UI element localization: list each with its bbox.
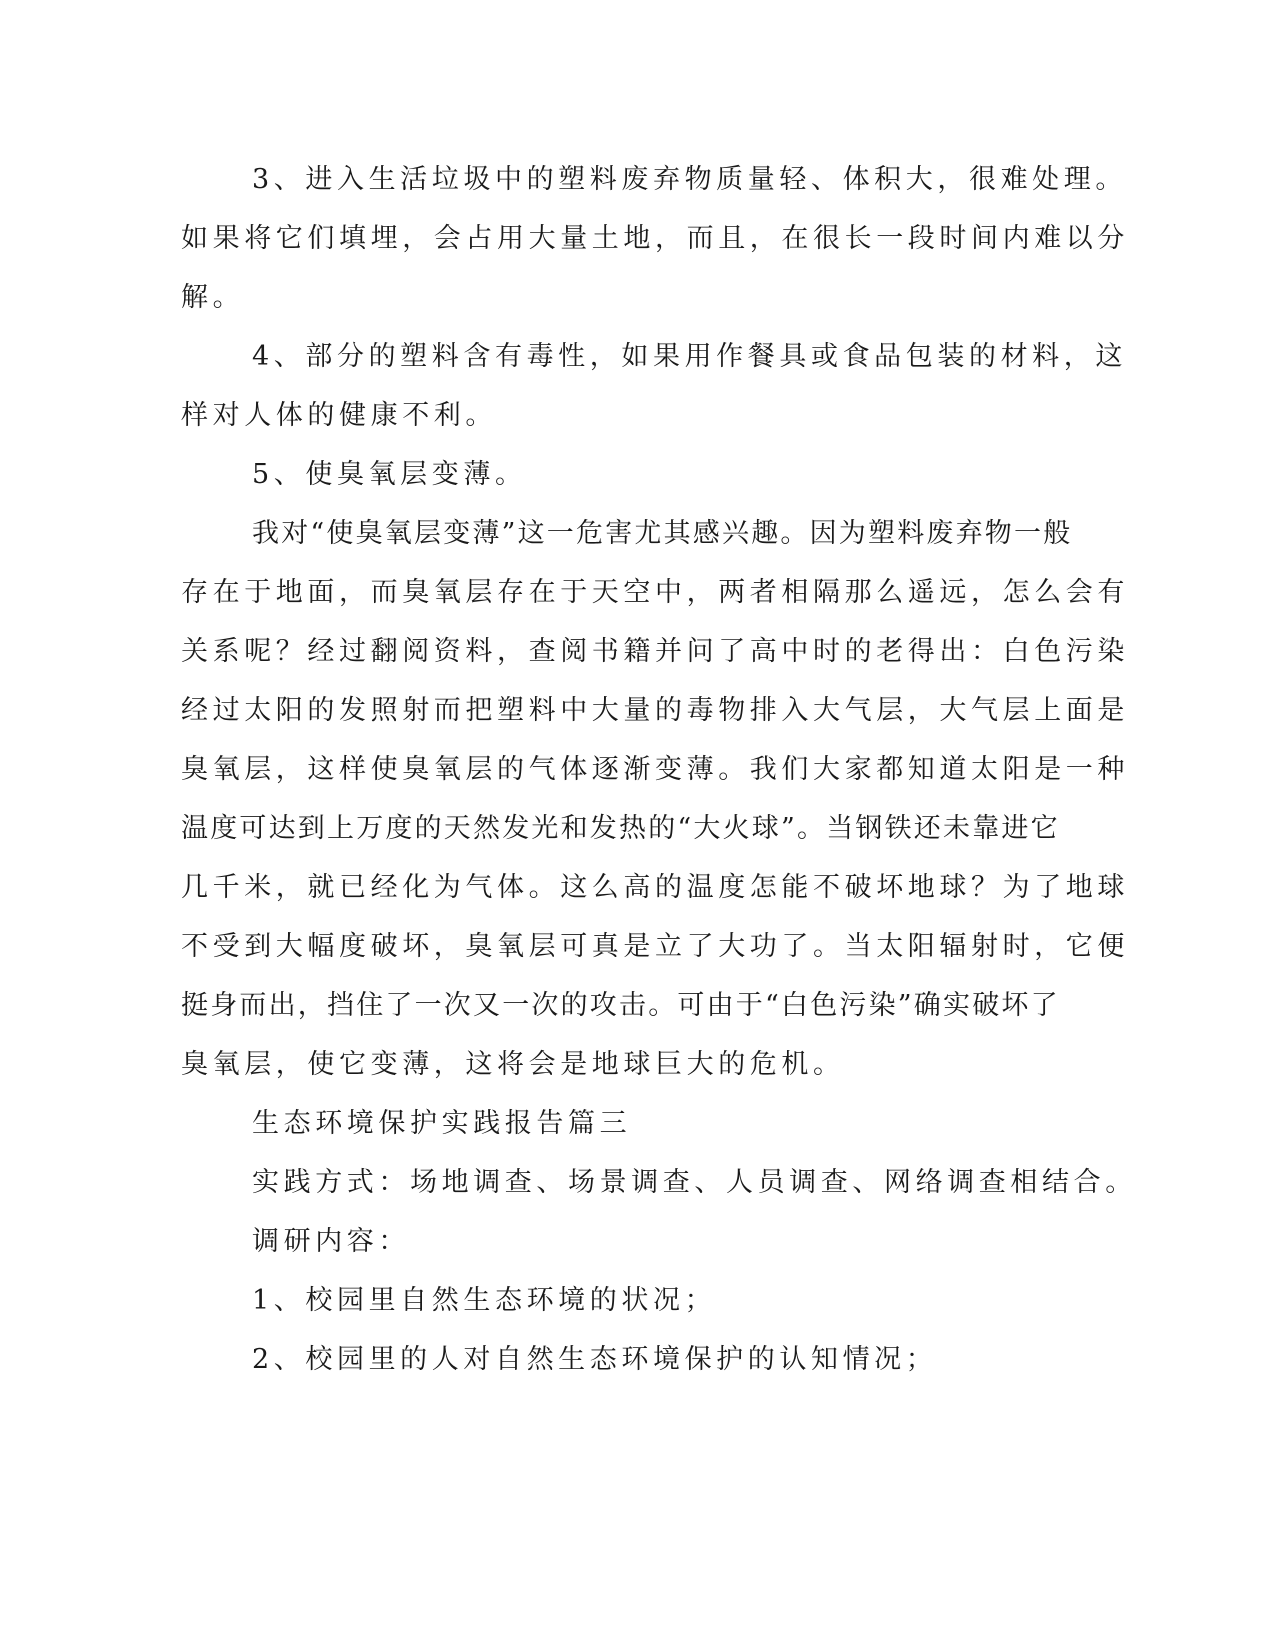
text-line: 实践方式：场地调查、场景调查、人员调查、网络调查相结合。 <box>252 1167 1137 1198</box>
text-line: 1、校园里自然生态环境的状况； <box>252 1285 717 1316</box>
text-line: 温度可达到上万度的天然发光和发热的“大火球”。当钢铁还未靠进它 <box>181 813 1060 844</box>
text-line: 5、使臭氧层变薄。 <box>252 459 527 490</box>
text-line: 如果将它们填埋，会占用大量土地，而且，在很长一段时间内难以分 <box>181 223 1129 254</box>
text-line: 挺身而出，挡住了一次又一次的攻击。可由于“白色污染”确实破坏了 <box>181 990 1060 1021</box>
text-line: 我对“使臭氧层变薄”这一危害尤其感兴趣。因为塑料废弃物一般 <box>252 518 1073 549</box>
text-line: 臭氧层，这样使臭氧层的气体逐渐变薄。我们大家都知道太阳是一种 <box>181 754 1129 785</box>
text-line: 关系呢？经过翻阅资料，查阅书籍并问了高中时的老得出：白色污染 <box>181 636 1129 667</box>
text-line: 不受到大幅度破坏，臭氧层可真是立了大功了。当太阳辐射时，它便 <box>181 931 1129 962</box>
text-line: 经过太阳的发照射而把塑料中大量的毒物排入大气层，大气层上面是 <box>181 695 1129 726</box>
text-line: 几千米，就已经化为气体。这么高的温度怎能不破坏地球？为了地球 <box>181 872 1129 903</box>
text-line: 2、校园里的人对自然生态环境保护的认知情况； <box>252 1344 938 1375</box>
text-line: 4、部分的塑料含有毒性，如果用作餐具或食品包装的材料，这 <box>252 341 1127 372</box>
text-line: 样对人体的健康不利。 <box>181 400 497 431</box>
section-heading: 生态环境保护实践报告篇三 <box>252 1108 632 1139</box>
text-line: 解。 <box>181 282 245 313</box>
text-line: 3、进入生活垃圾中的塑料废弃物质量轻、体积大，很难处理。 <box>252 164 1127 195</box>
text-line: 臭氧层，使它变薄，这将会是地球巨大的危机。 <box>181 1049 845 1080</box>
text-line: 存在于地面，而臭氧层存在于天空中，两者相隔那么遥远，怎么会有 <box>181 577 1129 608</box>
text-line: 调研内容： <box>252 1226 410 1257</box>
